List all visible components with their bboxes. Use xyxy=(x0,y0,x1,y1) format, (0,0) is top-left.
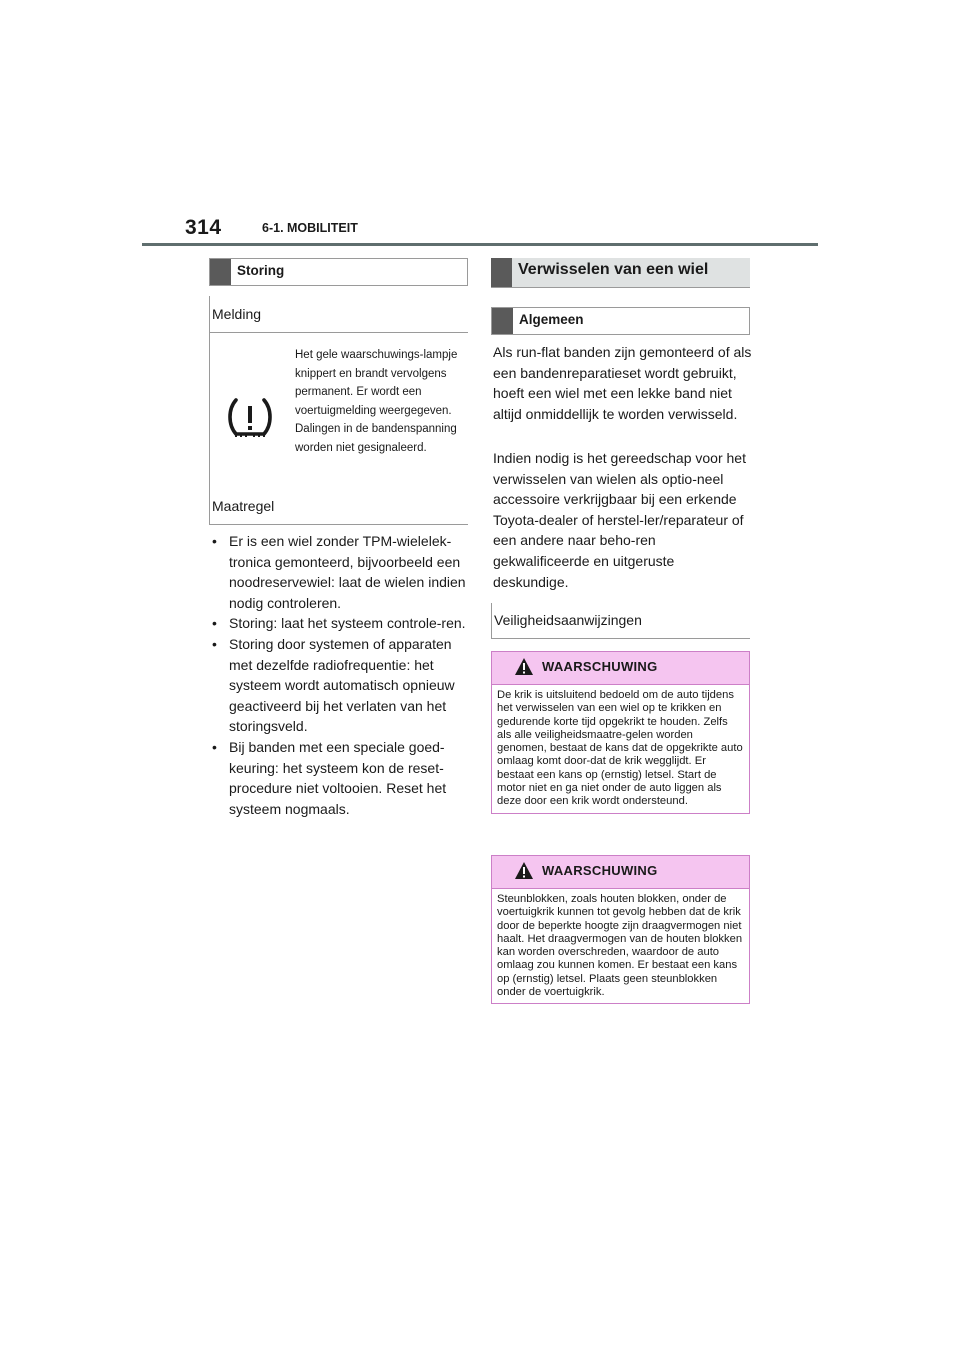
page-number: 314 xyxy=(185,216,222,239)
section-heading xyxy=(491,258,750,288)
warning-text: De krik is uitsluitend bedoeld om de auto tijdens het verwisselen van een wiel op te krikken en gedurende korte tijd opgekrikt te houden. Zelfs als alle veiligheidsmaatre-gelen worden genomen, bestaat de kans dat de opgekrikte auto omlaag komt door-dat de krik wegglijdt. Er bestaat een kans op (ernstig) letsel. Start de motor niet en ga niet onder de auto liggen als deze door een krik wordt ondersteund. xyxy=(497,689,743,808)
storing-heading xyxy=(209,258,468,286)
header-rule xyxy=(142,243,818,246)
tpms-warning-icon xyxy=(227,397,273,439)
paragraph-tools: Indien nodig is het gereedschap voor het verwisselen van wielen als optio-neel accessoire verkrijgbaar bij een erkende Toyota-dealer of herstel-ler/reparateur of een andere naar beho-ren gekwalificeerde en uitgeruste deskundige. xyxy=(493,450,746,590)
warning-box-steunblokken xyxy=(491,855,750,1004)
list-item: • Bij banden met een speciale goed-keuring: het systeem kon de reset-procedure niet voltooien. Reset het systeem nogmaals. xyxy=(212,737,474,819)
maatregel-row xyxy=(209,498,468,525)
warning-triangle-icon xyxy=(514,861,534,880)
storing-title: Storing xyxy=(237,263,285,278)
warning-box-krik xyxy=(491,651,750,814)
warning-header xyxy=(492,652,749,685)
algemeen-title: Algemeen xyxy=(519,312,584,327)
warning-triangle-icon xyxy=(514,657,534,676)
indicator-description: Het gele waarschuwings-lampje knippert en brandt vervolgens permanent. Er wordt een voertuigmelding weergegeven. Dalingen in de bandenspanning worden niet gesignaleerd. xyxy=(295,349,458,454)
warning-header xyxy=(492,856,749,889)
maatregel-list xyxy=(212,531,474,819)
list-item: • Storing: laat het systeem controle-ren. xyxy=(212,613,474,634)
safety-label: Veiligheidsaanwijzingen xyxy=(494,612,642,628)
heading-marker xyxy=(210,259,231,285)
algemeen-heading xyxy=(491,307,750,335)
chapter-title: 6-1. MOBILITEIT xyxy=(262,221,358,235)
paragraph-general: Als run-flat banden zijn gemonteerd of als een bandenreparatieset wordt gebruikt, hoeft een wiel met een lekke band niet altijd onmiddellijk te worden verwisseld. xyxy=(493,344,752,422)
warning-title: WAARSCHUWING xyxy=(542,659,658,674)
melding-label: Melding xyxy=(212,306,262,322)
melding-row xyxy=(209,306,468,333)
list-item: • Storing door systemen of apparaten met dezelfde radiofrequentie: het systeem wordt automatisch opnieuw geactiveerd bij het verlaten van het storingsveld. xyxy=(212,634,474,737)
warning-text: Steunblokken, zoals houten blokken, onder de voertuigkrik kunnen tot gevolg hebben dat de krik door de beperkte hoogte zijn draagvermogen niet haalt. Het draagvermogen van de houten blokken kan worden overschreden, waardoor de auto omlaag zou kunnen komen. Er bestaat een kans op (ernstig) letsel. Plaats geen steunblokken onder de voertuigkrik. xyxy=(497,893,743,999)
list-item: • Er is een wiel zonder TPM-wielelek-tronica gemonteerd, bijvoorbeeld een noodreservewiel: laat de wielen indien nodig controleren. xyxy=(212,531,474,613)
heading-marker xyxy=(492,308,513,334)
maatregel-label: Maatregel xyxy=(212,498,275,514)
section-title: Verwisselen van een wiel xyxy=(518,261,709,278)
safety-row xyxy=(491,612,750,639)
heading-marker xyxy=(491,258,512,287)
warning-title: WAARSCHUWING xyxy=(542,863,658,878)
